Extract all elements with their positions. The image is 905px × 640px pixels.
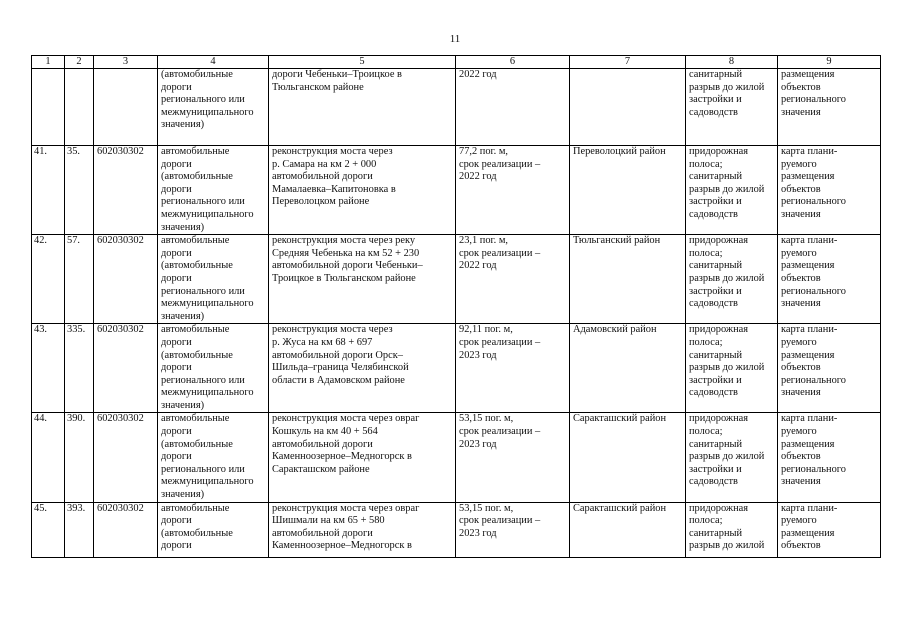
table-row <box>32 502 881 557</box>
object-characteristics: 77,2 пог. м, срок реализации – 2022 год <box>456 146 570 235</box>
row-number: 42. <box>32 235 65 324</box>
map-reference: размещения объектов регионального значения <box>778 69 881 146</box>
planning-table <box>31 55 881 558</box>
source-number: 335. <box>65 324 94 413</box>
header-row <box>32 56 881 69</box>
page-number: 11 <box>449 33 461 45</box>
object-description: реконструкция моста через реку Средняя Чебенька на км 52 + 230 автомобильной дороги Чебеньки– Троицкое в Тюльганском районе <box>269 235 456 324</box>
column-header: 5 <box>269 56 456 69</box>
table-row <box>32 413 881 502</box>
column-header: 7 <box>570 56 686 69</box>
object-code: 602030302 <box>94 146 158 235</box>
object-code: 602030302 <box>94 413 158 502</box>
object-characteristics: 92,11 пог. м, срок реализации – 2023 год <box>456 324 570 413</box>
source-number: 35. <box>65 146 94 235</box>
table-row-continuation <box>32 69 881 146</box>
map-reference: карта плани- руемого размещения объектов регионального значения <box>778 146 881 235</box>
object-description: реконструкция моста через р. Жуса на км 68 + 697 автомобильной дороги Орск– Шильда–граница Челябинской области в Адамовском районе <box>269 324 456 413</box>
object-code: 602030302 <box>94 235 158 324</box>
zone-characteristics: придорожная полоса; санитарный разрыв до жилой застройки и садоводств <box>686 324 778 413</box>
object-description: дороги Чебеньки–Троицкое в Тюльганском районе <box>269 69 456 146</box>
object-type: автомобильные дороги (автомобильные дороги регионального или межмуниципального значения) <box>158 324 269 413</box>
object-location: Саракташский район <box>570 502 686 557</box>
object-type: автомобильные дороги (автомобильные дороги регионального или межмуниципального значения) <box>158 413 269 502</box>
row-number: 41. <box>32 146 65 235</box>
table-row <box>32 235 881 324</box>
row-number: 43. <box>32 324 65 413</box>
zone-characteristics: придорожная полоса; санитарный разрыв до жилой застройки и садоводств <box>686 146 778 235</box>
column-header: 1 <box>32 56 65 69</box>
object-code: 602030302 <box>94 324 158 413</box>
object-type: автомобильные дороги (автомобильные дороги регионального или межмуниципального значения) <box>158 146 269 235</box>
object-characteristics: 2022 год <box>456 69 570 146</box>
column-header: 8 <box>686 56 778 69</box>
source-number: 390. <box>65 413 94 502</box>
object-description: реконструкция моста через р. Самара на км 2 + 000 автомобильной дороги Мамалаевка–Капитоновка в Переволоцком районе <box>269 146 456 235</box>
object-location: Адамовский район <box>570 324 686 413</box>
row-number: 45. <box>32 502 65 557</box>
object-characteristics: 53,15 пог. м, срок реализации – 2023 год <box>456 502 570 557</box>
object-location: Тюльганский район <box>570 235 686 324</box>
column-header: 9 <box>778 56 881 69</box>
column-header: 4 <box>158 56 269 69</box>
source-number: 393. <box>65 502 94 557</box>
object-description: реконструкция моста через овраг Шишмали на км 65 + 580 автомобильной дороги Каменноозерное–Медногорск в <box>269 502 456 557</box>
column-header: 2 <box>65 56 94 69</box>
object-type: автомобильные дороги (автомобильные дороги <box>158 502 269 557</box>
object-code <box>94 69 158 146</box>
column-header: 6 <box>456 56 570 69</box>
zone-characteristics: санитарный разрыв до жилой застройки и садоводств <box>686 69 778 146</box>
object-location: Саракташский район <box>570 413 686 502</box>
table-row <box>32 324 881 413</box>
table-row <box>32 146 881 235</box>
map-reference: карта плани- руемого размещения объектов регионального значения <box>778 413 881 502</box>
source-number: 57. <box>65 235 94 324</box>
object-location: Переволоцкий район <box>570 146 686 235</box>
map-reference: карта плани- руемого размещения объектов <box>778 502 881 557</box>
object-characteristics: 53,15 пог. м, срок реализации – 2023 год <box>456 413 570 502</box>
row-number <box>32 69 65 146</box>
map-reference: карта плани- руемого размещения объектов регионального значения <box>778 324 881 413</box>
source-number <box>65 69 94 146</box>
object-location <box>570 69 686 146</box>
zone-characteristics: придорожная полоса; санитарный разрыв до жилой <box>686 502 778 557</box>
column-header: 3 <box>94 56 158 69</box>
object-type: автомобильные дороги (автомобильные дороги регионального или межмуниципального значения) <box>158 235 269 324</box>
object-characteristics: 23,1 пог. м, срок реализации – 2022 год <box>456 235 570 324</box>
row-number: 44. <box>32 413 65 502</box>
zone-characteristics: придорожная полоса; санитарный разрыв до жилой застройки и садоводств <box>686 413 778 502</box>
map-reference: карта плани- руемого размещения объектов регионального значения <box>778 235 881 324</box>
object-type: (автомобильные дороги регионального или межмуниципального значения) <box>158 69 269 146</box>
zone-characteristics: придорожная полоса; санитарный разрыв до жилой застройки и садоводств <box>686 235 778 324</box>
object-description: реконструкция моста через овраг Кошкуль на км 40 + 564 автомобильной дороги Каменноозерное–Медногорск в Саракташском районе <box>269 413 456 502</box>
object-code: 602030302 <box>94 502 158 557</box>
